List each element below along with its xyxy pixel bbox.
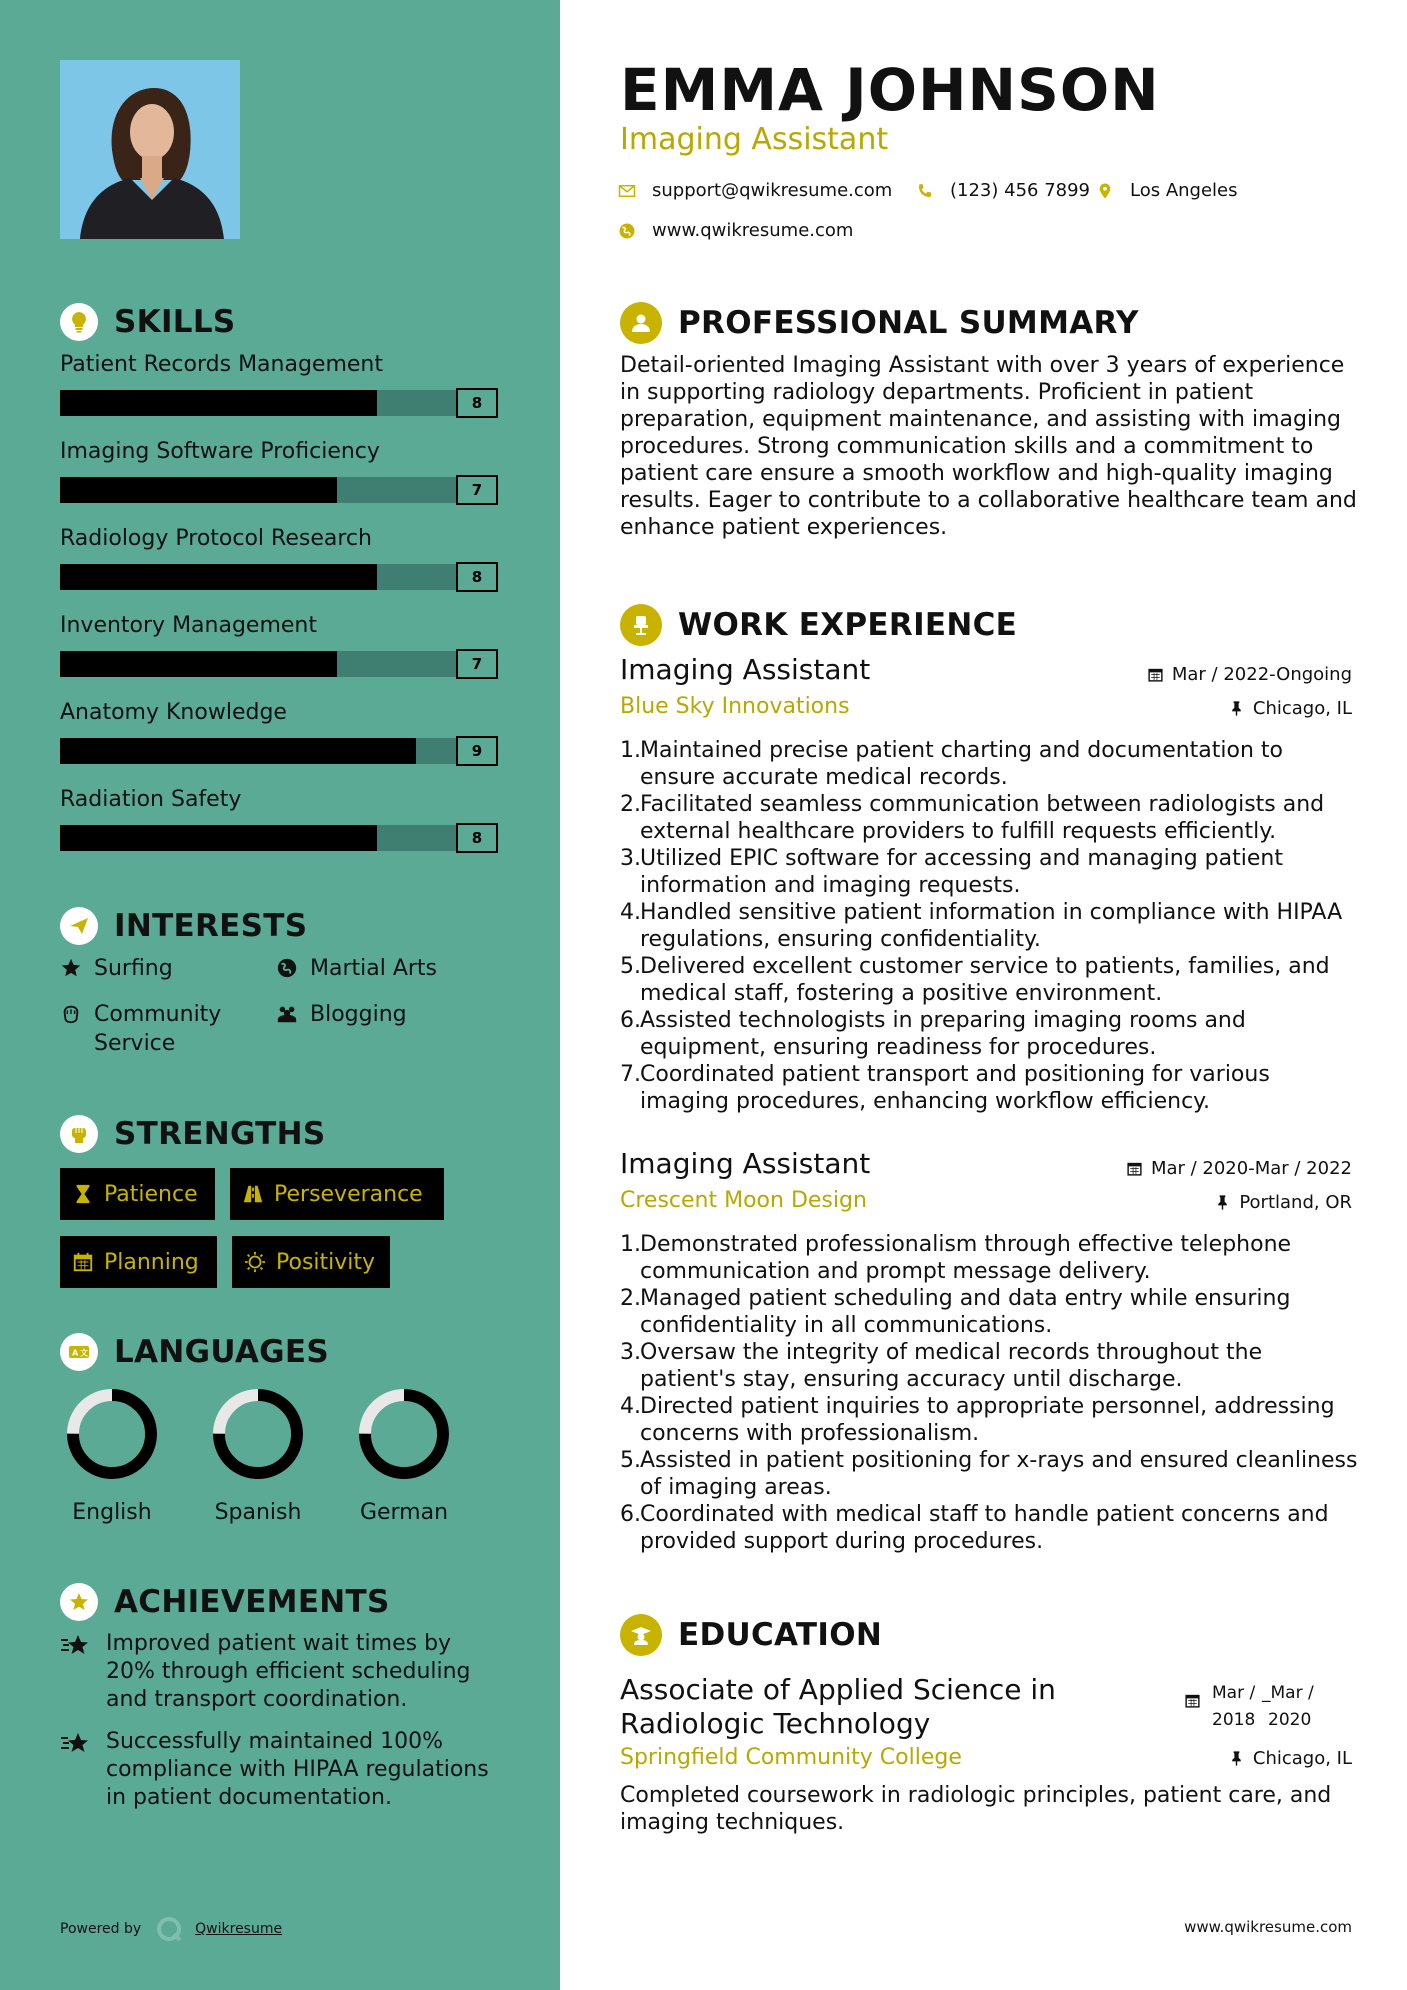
pushpin-icon: [1228, 700, 1245, 717]
experience-header: [620, 604, 1017, 646]
strength-badge-perseverance: [230, 1168, 444, 1220]
duty-text: Maintained precise patient charting and documentation to ensure accurate medical records.: [640, 738, 1284, 790]
education-header: [620, 1614, 882, 1656]
interest-label: Blogging: [310, 1002, 407, 1027]
language-ring-spanish: [212, 1388, 304, 1480]
job-location-text: Portland, OR: [1239, 1192, 1352, 1213]
qwikresume-link[interactable]: Qwikresume: [195, 1921, 283, 1937]
lightbulb-icon: [60, 303, 98, 341]
contact-email[interactable]: [618, 180, 892, 201]
duty-item: [620, 1061, 1362, 1115]
contact-location: [1096, 180, 1238, 201]
hand-icon: [60, 1003, 82, 1025]
summary-title: PROFESSIONAL SUMMARY: [678, 305, 1139, 341]
job-role: Imaging Assistant: [620, 653, 871, 686]
duty-item: [620, 845, 1362, 899]
education-school: Springfield Community College: [620, 1745, 962, 1770]
duty-number: 1.: [620, 738, 641, 763]
achievement-item: [60, 1728, 500, 1812]
email-text: support@qwikresume.com: [652, 180, 893, 201]
strength-label: Planning: [104, 1249, 199, 1275]
job-company: Blue Sky Innovations: [620, 694, 850, 719]
calendar-icon: [1184, 1692, 1201, 1709]
job-dates: [1147, 664, 1352, 685]
achievement-text: Successfully maintained 100% compliance with HIPAA regulations in patient documentation.: [106, 1729, 489, 1810]
duty-item: [620, 953, 1362, 1007]
strength-badge-patience: [60, 1168, 215, 1220]
language-name: German: [359, 1500, 449, 1525]
duty-item: [620, 791, 1362, 845]
education-description: Completed coursework in radiologic principles, patient care, and imaging techniques.: [620, 1783, 1332, 1835]
skill-bar: [60, 564, 498, 590]
calendar-icon: [1126, 1160, 1143, 1177]
duty-number: 6.: [620, 1502, 641, 1527]
skill-bar: [60, 738, 498, 764]
skill-bar: [60, 390, 498, 416]
language-name: Spanish: [214, 1500, 302, 1525]
duty-text: Coordinated patient transport and positioning for various imaging procedures, enhancing workflow efficiency.: [640, 1062, 1270, 1114]
interest-item-community-service: [60, 1000, 250, 1058]
interest-label: Surfing: [94, 956, 173, 981]
end-year: 2020: [1268, 1710, 1312, 1730]
language-ring-english: [66, 1388, 158, 1480]
footer-website-link[interactable]: www.qwikresume.com: [1184, 1918, 1352, 1936]
candidate-title: Imaging Assistant: [620, 122, 889, 157]
interest-item-blogging: [276, 1000, 407, 1029]
start-year: 2018: [1212, 1710, 1256, 1730]
profile-photo: [60, 60, 240, 239]
pushpin-icon: [1228, 1750, 1245, 1767]
users-icon: [276, 1003, 298, 1025]
job-location: [1228, 698, 1352, 719]
skill-bar-fill: [60, 477, 337, 503]
strengths-header: [60, 1114, 325, 1154]
duty-item: [620, 899, 1362, 953]
candidate-name: EMMA JOHNSON: [620, 56, 1160, 124]
svg-text:文: 文: [80, 1348, 88, 1358]
strength-badge-positivity: [232, 1236, 390, 1288]
duty-item: [620, 1007, 1362, 1061]
start-month: Mar /: [1212, 1683, 1256, 1703]
duty-text: Assisted technologists in preparing imaging rooms and equipment, ensuring readiness for procedures.: [640, 1008, 1246, 1060]
duty-number: 2.: [620, 792, 641, 817]
duty-text: Demonstrated professionalism through effective telephone communication and prompt message delivery.: [640, 1232, 1292, 1284]
strength-label: Positivity: [276, 1249, 376, 1275]
star-badge-icon: [60, 1583, 98, 1621]
fist-icon: [60, 1115, 98, 1153]
job-location-text: Chicago, IL: [1252, 698, 1352, 719]
duty-text: Directed patient inquiries to appropriate personnel, addressing concerns with professionalism.: [640, 1394, 1335, 1446]
education-start-date: [1212, 1680, 1255, 1734]
contact-website[interactable]: [618, 220, 853, 241]
duty-number: 4.: [620, 1394, 641, 1419]
end-month: _Mar /: [1262, 1683, 1314, 1703]
duty-item: [620, 1501, 1362, 1555]
paper-plane-icon: [60, 907, 98, 945]
duty-number: 5.: [620, 954, 641, 979]
skill-level: 9: [456, 736, 498, 766]
job-duties: [620, 1231, 1362, 1555]
language-ring-german: [358, 1388, 450, 1480]
duty-number: 3.: [620, 846, 641, 871]
interest-label: Martial Arts: [310, 956, 438, 981]
job-company: Crescent Moon Design: [620, 1188, 867, 1213]
job-duties: [620, 737, 1362, 1115]
job-dates: [1126, 1158, 1352, 1179]
globe-icon: [618, 222, 636, 240]
duty-text: Coordinated with medical staff to handle patient concerns and provided support during procedures.: [640, 1502, 1329, 1554]
qwikresume-logo-icon: [155, 1915, 183, 1943]
interest-item-martial-arts: [276, 954, 437, 983]
skill-bar-fill: [60, 825, 377, 851]
duty-text: Managed patient scheduling and data entry while ensuring confidentiality in all communications.: [640, 1286, 1291, 1338]
duty-number: 7.: [620, 1062, 641, 1087]
job-location: [1214, 1192, 1352, 1213]
skill-name: Radiation Safety: [60, 787, 242, 812]
education-title: EDUCATION: [678, 1617, 883, 1653]
skill-name: Anatomy Knowledge: [60, 700, 287, 725]
skill-name: Radiology Protocol Research: [60, 526, 372, 551]
contact-phone[interactable]: [916, 180, 1090, 201]
duty-number: 4.: [620, 900, 641, 925]
job-dates-text: Mar / 2020-Mar / 2022: [1150, 1158, 1352, 1179]
languages-title: LANGUAGES: [114, 1334, 329, 1370]
duty-text: Assisted in patient positioning for x-rays and ensured cleanliness of imaging areas.: [640, 1448, 1358, 1500]
interests-title: INTERESTS: [114, 908, 308, 944]
svg-text:A: A: [72, 1348, 79, 1358]
duty-text: Oversaw the integrity of medical records throughout the patient's stay, ensuring accuracy until discharge.: [640, 1340, 1263, 1392]
duty-number: 6.: [620, 1008, 641, 1033]
skill-level: 8: [456, 562, 498, 592]
star-icon: [60, 1730, 92, 1758]
user-icon: [620, 302, 662, 344]
sidebar: [0, 0, 560, 1990]
summary-text: Detail-oriented Imaging Assistant with over 3 years of experience in supporting radiology departments. Proficient in patient preparation, equipment maintenance, and assisting with imaging procedures. Strong communication skills and a commitment to patient care ensure a smooth workflow and high-quality imaging results. Eager to contribute to a collaborative healthcare team and enhance patient experiences.: [620, 353, 1357, 540]
achievement-text: Improved patient wait times by 20% through efficient scheduling and transport coordination.: [106, 1631, 471, 1712]
duty-item: [620, 1447, 1362, 1501]
graduate-icon: [620, 1614, 662, 1656]
calendar-icon: [1147, 666, 1164, 683]
duty-number: 1.: [620, 1232, 641, 1257]
envelope-icon: [618, 182, 636, 200]
skill-name: Patient Records Management: [60, 352, 383, 377]
skill-bar: [60, 825, 498, 851]
skills-title: SKILLS: [114, 304, 236, 340]
calendar-icon: [72, 1251, 94, 1273]
skill-level: 7: [456, 475, 498, 505]
job-role: Imaging Assistant: [620, 1147, 871, 1180]
skill-level: 8: [456, 388, 498, 418]
duty-item: [620, 1231, 1362, 1285]
duty-item: [620, 737, 1362, 791]
education-degree: Associate of Applied Science in Radiologic Technology: [620, 1673, 1056, 1740]
achievements-title: ACHIEVEMENTS: [114, 1584, 390, 1620]
duty-item: [620, 1393, 1362, 1447]
star-icon: [60, 957, 82, 979]
road-icon: [242, 1183, 264, 1205]
duty-number: 5.: [620, 1448, 641, 1473]
achievement-item: [60, 1630, 500, 1714]
globe-icon: [276, 957, 298, 979]
map-pin-icon: [1096, 182, 1114, 200]
duty-number: 3.: [620, 1340, 641, 1365]
phone-icon: [916, 182, 934, 200]
website-text: www.qwikresume.com: [652, 220, 854, 241]
duty-number: 2.: [620, 1286, 641, 1311]
skill-name: Imaging Software Proficiency: [60, 439, 380, 464]
phone-text: (123) 456 7899: [950, 180, 1091, 201]
strength-label: Patience: [104, 1181, 198, 1207]
strengths-title: STRENGTHS: [114, 1116, 326, 1152]
hourglass-icon: [72, 1183, 94, 1205]
duty-text: Facilitated seamless communication between radiologists and external healthcare providers to fulfill requests efficiently.: [640, 792, 1325, 844]
interest-label: Community Service: [94, 1002, 222, 1056]
skill-bar-fill: [60, 564, 377, 590]
education-location-text: Chicago, IL: [1252, 1748, 1352, 1769]
strength-badge-planning: [60, 1236, 217, 1288]
sun-icon: [244, 1251, 266, 1273]
skill-bar-fill: [60, 738, 416, 764]
job-dates-text: Mar / 2022-Ongoing: [1171, 664, 1352, 685]
strength-label: Perseverance: [274, 1181, 423, 1207]
education-end-date: [1262, 1680, 1314, 1734]
interest-item-surfing: [60, 954, 173, 983]
powered-by-label: Powered by: [60, 1921, 142, 1937]
star-icon: [60, 1632, 92, 1660]
skill-level: 8: [456, 823, 498, 853]
chair-icon: [620, 604, 662, 646]
experience-title: WORK EXPERIENCE: [678, 607, 1018, 643]
skill-bar-fill: [60, 390, 377, 416]
powered-by: [60, 1915, 282, 1943]
duty-text: Utilized EPIC software for accessing and managing patient information and imaging requests.: [640, 846, 1283, 898]
skill-bar: [60, 651, 498, 677]
skill-bar: [60, 477, 498, 503]
summary-header: [620, 302, 1139, 344]
pushpin-icon: [1214, 1194, 1231, 1211]
achievements-header: [60, 1582, 390, 1622]
location-text: Los Angeles: [1130, 180, 1238, 201]
skills-header: [60, 302, 236, 342]
language-name: English: [72, 1500, 152, 1525]
education-location: [1228, 1748, 1352, 1769]
interests-header: [60, 906, 307, 946]
skill-name: Inventory Management: [60, 613, 317, 638]
duty-text: Handled sensitive patient information in compliance with HIPAA regulations, ensuring confidentiality.: [640, 900, 1343, 952]
translate-icon: [60, 1333, 98, 1371]
duty-item: [620, 1339, 1362, 1393]
skill-bar-fill: [60, 651, 337, 677]
duty-text: Delivered excellent customer service to patients, families, and medical staff, fostering a positive environment.: [640, 954, 1330, 1006]
languages-header: [60, 1332, 329, 1372]
skill-level: 7: [456, 649, 498, 679]
duty-item: [620, 1285, 1362, 1339]
